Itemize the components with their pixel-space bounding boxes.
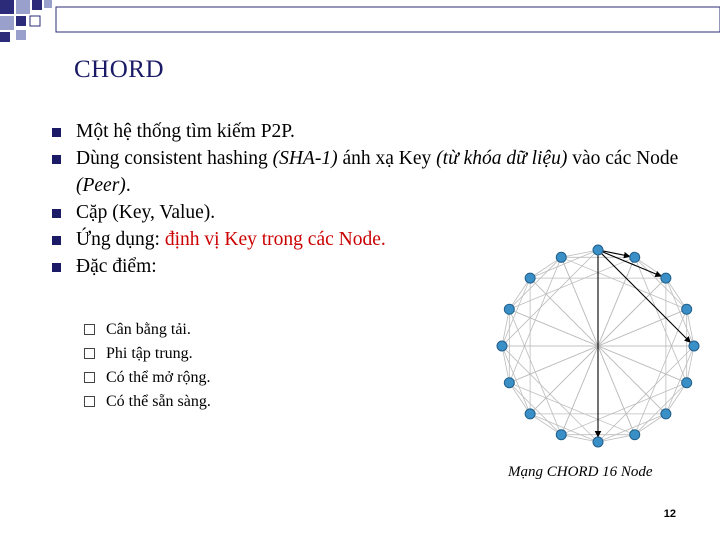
bullet-text: ánh xạ Key — [337, 148, 437, 169]
bullet-item — [48, 199, 708, 226]
sub-bullet-text: Cân bằng tải. — [106, 321, 191, 338]
square-bullet-icon — [52, 209, 61, 218]
finger-link — [598, 435, 635, 442]
ring-node — [497, 341, 507, 351]
sub-bullet-item — [84, 366, 211, 390]
square-bullet-icon — [52, 236, 61, 245]
bullet-text: Cặp (Key, Value). — [76, 202, 216, 223]
bullet-text: Một hệ thống tìm kiếm P2P. — [76, 121, 295, 142]
bullet-text: vào các Node — [567, 148, 679, 169]
sub-bullet-text: Có thể mở rộng. — [106, 369, 211, 386]
bullet-text: Ứng dụng: — [76, 229, 165, 250]
ring-node — [504, 378, 514, 388]
bullet-item — [48, 145, 708, 199]
diagram-caption: Mạng CHORD 16 Node — [508, 464, 653, 480]
sub-bullet-text: Phi tập trung. — [106, 345, 193, 362]
sub-bullet-text: Có thể sẵn sàng. — [106, 393, 211, 410]
bullet-text: (từ khóa dữ liệu) — [436, 148, 568, 169]
finger-link — [502, 309, 509, 346]
checkbox-bullet-icon — [84, 348, 95, 359]
ring-node — [525, 409, 535, 419]
sub-bullet-item — [84, 342, 211, 366]
ring-node — [630, 252, 640, 262]
corner-decoration — [0, 0, 720, 60]
finger-link — [502, 346, 509, 383]
checkbox-bullet-icon — [84, 372, 95, 383]
ring-node — [682, 304, 692, 314]
bullet-text: Đặc điểm: — [76, 256, 157, 277]
bullet-text: định vị Key trong các Node. — [164, 229, 386, 250]
sub-bullet-item — [84, 390, 211, 414]
bullet-text: (Peer) — [76, 175, 126, 196]
ring-node — [661, 273, 671, 283]
ring-node — [593, 245, 603, 255]
finger-link — [687, 346, 694, 383]
chord-ring-diagram — [492, 236, 714, 456]
ring-node — [556, 430, 566, 440]
ring-node — [525, 273, 535, 283]
checkbox-bullet-icon — [84, 396, 95, 407]
slide-title: CHORD — [74, 56, 165, 83]
square-bullet-icon — [52, 155, 61, 164]
finger-link — [561, 250, 598, 257]
finger-link — [561, 435, 598, 442]
bullet-item — [48, 118, 708, 145]
ring-node — [682, 378, 692, 388]
ring-node — [689, 341, 699, 351]
ring-node — [593, 437, 603, 447]
sub-bullet-list — [84, 318, 211, 414]
bullet-text: Dùng consistent hashing — [76, 148, 273, 169]
ring-node — [661, 409, 671, 419]
square-bullet-icon — [52, 263, 61, 272]
ring-node — [504, 304, 514, 314]
checkbox-bullet-icon — [84, 324, 95, 335]
bullet-text: (SHA-1) — [272, 148, 338, 169]
ring-node — [556, 252, 566, 262]
page-number: 12 — [663, 508, 676, 520]
bullet-text: . — [125, 175, 131, 196]
sub-bullet-item — [84, 318, 211, 342]
square-bullet-icon — [52, 128, 61, 137]
ring-node — [630, 430, 640, 440]
